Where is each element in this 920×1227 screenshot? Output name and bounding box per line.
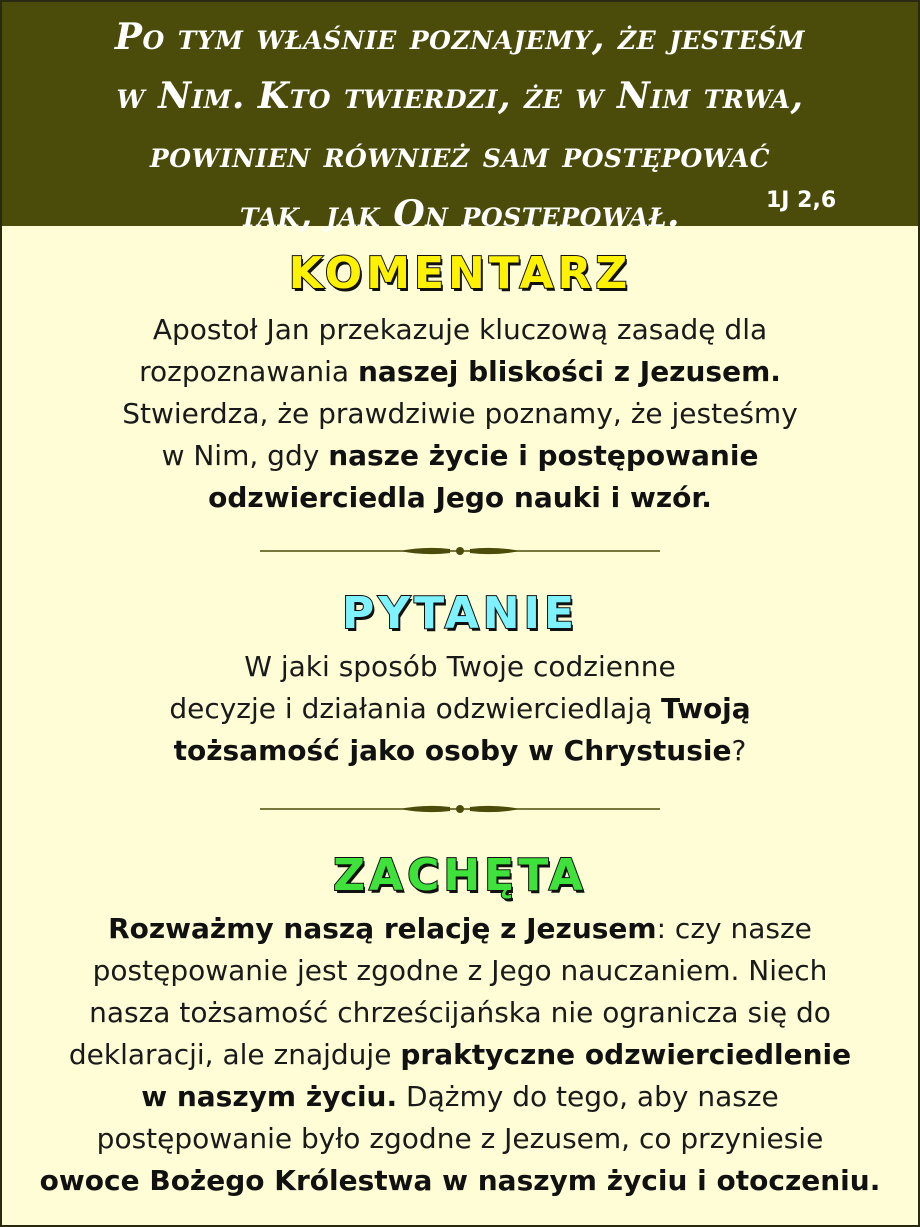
bold-span: odzwierciedla Jego nauki i wzór. (208, 481, 712, 514)
verse-line: tak, jak On postępował. (239, 193, 681, 235)
bold-span: Rozważmy naszą relację z Jezusem (108, 912, 657, 945)
text-line: nasza tożsamość chrześcijańska nie ogranicza się do (89, 996, 831, 1029)
text-line: Apostoł Jan przekazuje kluczową zasadę dla (152, 313, 768, 346)
bold-span: Twoją (661, 692, 751, 725)
bold-span: naszej bliskości z Jezusem. (357, 355, 781, 388)
text-span: deklaracji, ale znajduje (68, 1038, 401, 1071)
text-span: rozpoznawania (139, 355, 358, 388)
bold-span: tożsamość jako osoby w Chrystusie (173, 734, 732, 767)
komentarz-title: KOMENTARZ (288, 248, 632, 299)
text-span: decyzje i działania odzwierciedlają (169, 692, 662, 725)
text-line: postępowanie jest zgodne z Jego nauczaniem. Niech (92, 954, 828, 987)
bold-span: nasze życie i postępowanie (328, 439, 759, 472)
text-span: Dążmy do tego, aby nasze (397, 1080, 779, 1113)
text-line: postępowanie było zgodne z Jezusem, co przyniesie (96, 1122, 824, 1155)
text-line: W jaki sposób Twoje codzienne (244, 650, 676, 683)
bold-span: w naszym życiu. (141, 1080, 398, 1113)
verse-line: w Nim. Kto twierdzi, że w Nim trwa, (116, 75, 804, 117)
verse-reference: 1J 2,6 (766, 188, 837, 213)
bold-span: owoce Bożego Królestwa w naszym życiu i otoczeniu. (39, 1164, 881, 1197)
bold-span: praktyczne odzwierciedlenie (400, 1038, 852, 1071)
pytanie-title: PYTANIE (341, 588, 578, 639)
text-line: Stwierdza, że prawdziwie poznamy, że jesteśmy (122, 397, 798, 430)
zacheta-title: ZACHĘTA (333, 850, 587, 901)
text-span: : czy nasze (656, 912, 812, 945)
text-span: w Nim, gdy (161, 439, 329, 472)
verse-line: powinien również sam postępować (149, 134, 771, 176)
verse-line: Po tym właśnie poznajemy, że jesteśm (114, 16, 806, 58)
text-span: ? (731, 734, 747, 767)
